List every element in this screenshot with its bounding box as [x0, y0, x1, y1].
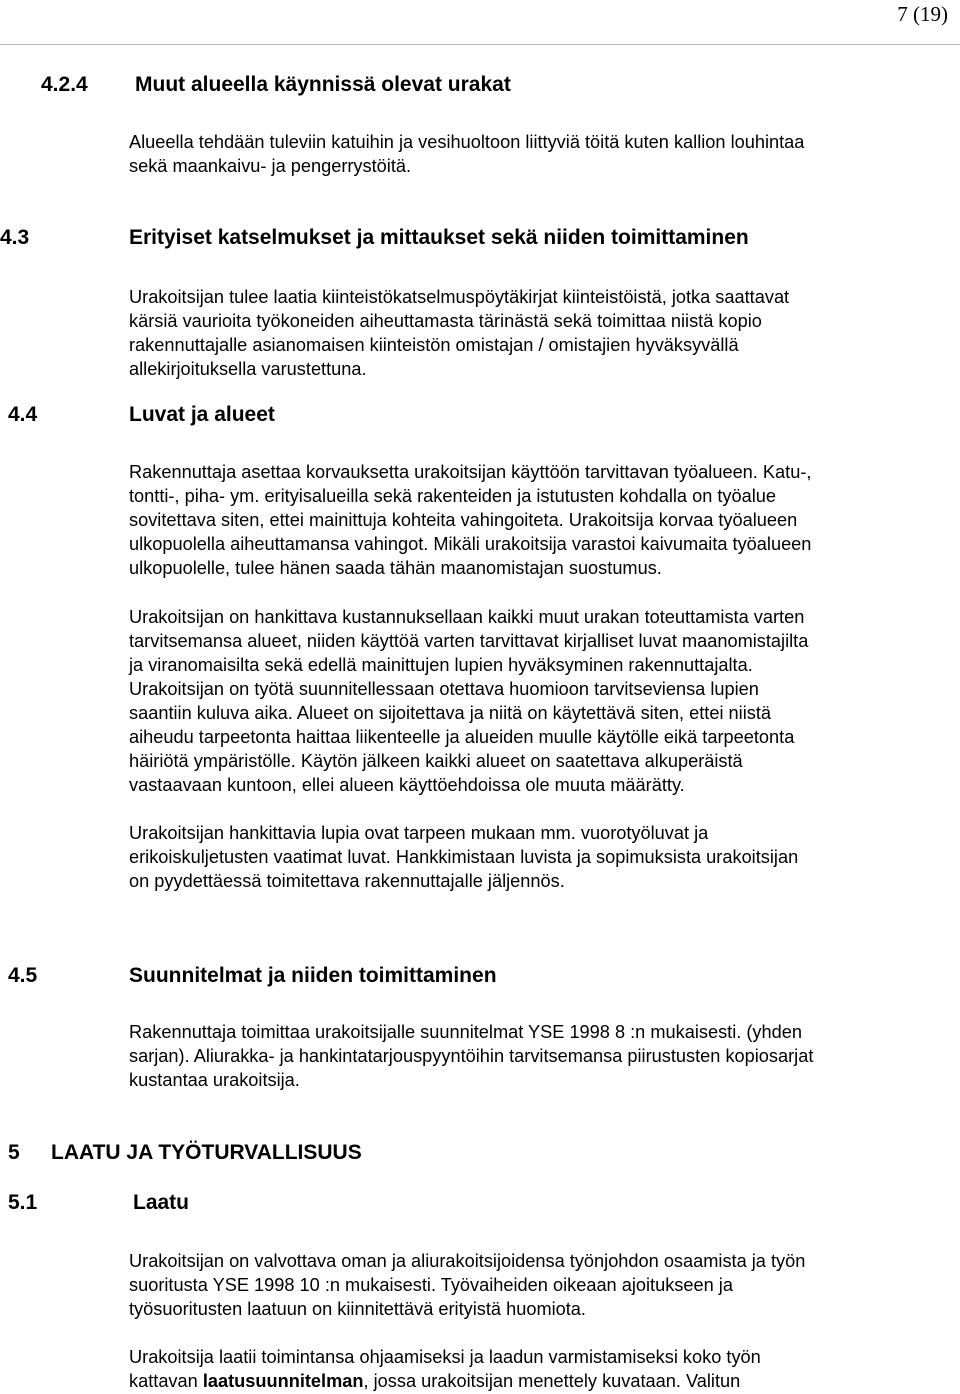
text-line: Alueella tehdään tuleviin katuihin ja vesihuoltoon liittyviä töitä kuten kallion louhintaa [129, 132, 805, 152]
text-line: kustantaa urakoitsija. [129, 1070, 300, 1090]
paragraph-5-1-1 [129, 1249, 929, 1321]
section-title: Suunnitelmat ja niiden toimittaminen [129, 964, 497, 987]
section-number: 4.2.4 [41, 73, 88, 96]
text-line: Urakoitsija laatii toimintansa ohjaamiseksi ja laadun varmistamiseksi koko työn [129, 1347, 761, 1367]
paragraph-4-2-4 [129, 130, 929, 178]
text-line: työsuoritusten laatuun on kiinnitettävä erityistä huomiota. [129, 1299, 586, 1319]
header-rule [0, 44, 960, 45]
text-line: rakennuttajalle asianomaisen kiinteistön omistajan / omistajien hyväksyvällä [129, 335, 739, 355]
text-fragment: kattavan [129, 1371, 203, 1391]
text-line: allekirjoituksella varustettuna. [129, 359, 367, 379]
section-number: 4.5 [8, 964, 38, 987]
text-line: ulkopuolella aiheuttamansa vahingot. Mikäli urakoitsija varastoi kaivumaita työalueen [129, 534, 812, 554]
text-line: aiheudu tarpeetonta haittaa liikenteelle ja alueiden muulle käytölle eikä tarpeetonta [129, 727, 795, 747]
text-line: ja viranomaisilta sekä edellä mainittujen lupien hyväksyminen rakennuttajalta. [129, 655, 753, 675]
chapter-title: LAATU JA TYÖTURVALLISUUS [51, 1141, 362, 1164]
paragraph-5-1-2 [129, 1345, 929, 1393]
text-line: Urakoitsijan on valvottava oman ja aliurakoitsijoidensa työnjohdon osaamista ja työn [129, 1251, 806, 1271]
page-number: 7 (19) [897, 2, 948, 26]
text-line: ulkopuolelle, tulee hänen saada tähän maanomistajan suostumus. [129, 558, 662, 578]
text-line: erikoiskuljetusten vaatimat luvat. Hankkimistaan luvista ja sopimuksista urakoitsijan [129, 847, 799, 867]
section-title: Muut alueella käynnissä olevat urakat [135, 73, 511, 96]
section-number: 4.4 [8, 403, 38, 426]
paragraph-4-4-1 [129, 460, 929, 580]
text-line: suoritusta YSE 1998 10 :n mukaisesti. Työvaiheiden oikeaan ajoitukseen ja [129, 1275, 733, 1295]
text-line: Urakoitsijan on työtä suunnitellessaan otettava huomioon tarvitseviensa lupien [129, 679, 759, 699]
paragraph-4-4-2 [129, 605, 929, 797]
paragraph-4-5 [129, 1020, 929, 1092]
text-line: sovitettava siten, ettei mainittuja kohteita vahingoiteta. Urakoitsija korvaa työalueen [129, 510, 798, 530]
text-line: Urakoitsijan tulee laatia kiinteistökatselmuspöytäkirjat kiinteistöistä, jotka saattavat [129, 287, 790, 307]
chapter-number: 5 [8, 1141, 20, 1164]
text-line: sarjan). Aliurakka- ja hankintatarjouspyyntöihin tarvitsemansa piirustusten kopiosarjat [129, 1046, 814, 1066]
text-line [129, 1369, 929, 1393]
text-line: tarvitsemansa alueet, niiden käyttöä varten tarvittavat kirjalliset luvat maanomistajilta [129, 631, 809, 651]
section-title: Luvat ja alueet [129, 403, 275, 426]
paragraph-4-4-3 [129, 821, 929, 893]
text-line: on pyydettäessä toimitettava rakennuttajalle jäljennös. [129, 871, 565, 891]
text-line: tontti-, piha- ym. erityisalueilla sekä rakenteiden ja istutusten kohdalla on työalue [129, 486, 777, 506]
text-line: sekä maankaivu- ja pengerrystöitä. [129, 156, 412, 176]
paragraph-4-3 [129, 285, 929, 381]
section-number: 4.3 [0, 226, 30, 249]
section-title: Laatu [133, 1191, 190, 1214]
text-line: Urakoitsijan on hankittava kustannuksellaan kaikki muut urakan toteuttamista varten [129, 607, 805, 627]
text-line: Rakennuttaja toimittaa urakoitsijalle suunnitelmat YSE 1998 8 :n mukaisesti. (yhden [129, 1022, 802, 1042]
text-line: saantiin kuluva aika. Alueet on sijoitettava ja niitä on käytettävä siten, ettei niistä [129, 703, 771, 723]
text-fragment: , jossa urakoitsijan menettely kuvataan. Valitun [363, 1371, 741, 1391]
section-title: Erityiset katselmukset ja mittaukset sekä niiden toimittaminen [129, 226, 749, 249]
text-line: kärsiä vaurioita työkoneiden aiheuttamasta tärinästä sekä toimittaa niistä kopio [129, 311, 762, 331]
text-line: Rakennuttaja asettaa korvauksetta urakoitsijan käyttöön tarvittavan työalueen. Katu-, [129, 462, 812, 482]
emphasized-term: laatusuunnitelman [202, 1371, 364, 1391]
text-line: häiriötä ympäristölle. Käytön jälkeen kaikki alueet on saatettava alkuperäistä [129, 751, 743, 771]
text-line: Urakoitsijan hankittavia lupia ovat tarpeen mukaan mm. vuorotyöluvat ja [129, 823, 709, 843]
text-line: vastaavaan kuntoon, ellei alueen käyttöehdoissa ole muuta määrätty. [129, 775, 685, 795]
section-number: 5.1 [8, 1191, 38, 1214]
